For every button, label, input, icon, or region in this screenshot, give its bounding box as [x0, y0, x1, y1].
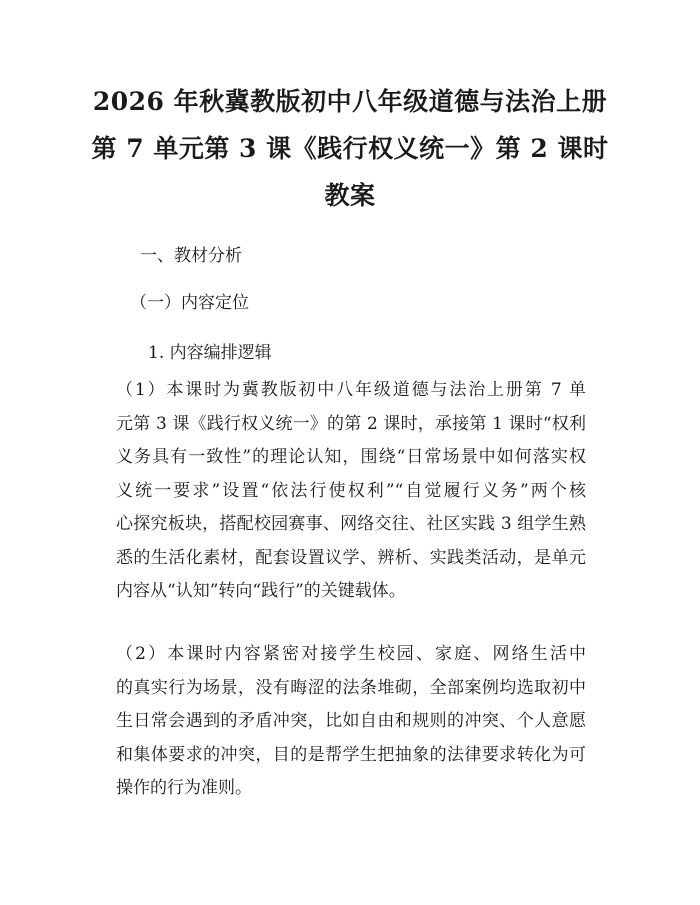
document-title: [40, 78, 660, 219]
paragraph-1: [116, 374, 586, 609]
title-line-1: 2026 年秋冀教版初中八年级道德与法治上册: [92, 87, 608, 116]
title-line-2: 第 7 单元第 3 课《践行权义统一》第 2 课时: [91, 134, 609, 163]
paragraph-line: 的真实行为场景，没有晦涩的法条堆砌，全部案例均选取初中: [116, 677, 586, 698]
paragraph-line: （2）本课时内容紧密对接学生校园、家庭、网络生活中: [116, 644, 586, 664]
paragraph-line: 心探究板块，搭配校园赛事、网络交往、社区实践 3 组学生熟: [116, 514, 586, 534]
paragraph-2: [116, 638, 586, 806]
paragraph-line: （1）本课时为冀教版初中八年级道德与法治上册第 7 单: [116, 380, 586, 400]
subsection-heading-content-positioning: （一）内容定位: [130, 293, 249, 313]
title-line-3: 教案: [324, 181, 376, 210]
paragraph-line: 操作的行为准则。: [116, 778, 252, 798]
paragraph-line: 内容从“认知”转向“践行”的关键载体。: [116, 581, 406, 601]
paragraph-line: 元第 3 课《践行权义统一》的第 2 课时，承接第 1 课时“权利: [116, 413, 586, 434]
paragraph-line: 悉的生活化素材，配套设置议学、辨析、实践类活动，是单元: [116, 547, 586, 568]
subsubsection-heading-content-logic: 1. 内容编排逻辑: [148, 343, 272, 363]
section-heading-textbook-analysis: 一、教材分析: [140, 246, 242, 266]
paragraph-line: 生日常会遇到的矛盾冲突，比如自由和规则的冲突、个人意愿: [116, 711, 586, 731]
paragraph-line: 和集体要求的冲突，目的是帮学生把抽象的法律要求转化为可: [116, 744, 586, 765]
paragraph-line: 义务具有一致性”的理论认知，围绕“日常场景中如何落实权: [116, 447, 586, 467]
paragraph-line: 义统一要求”设置“依法行使权利”“自觉履行义务”两个核: [116, 480, 586, 501]
